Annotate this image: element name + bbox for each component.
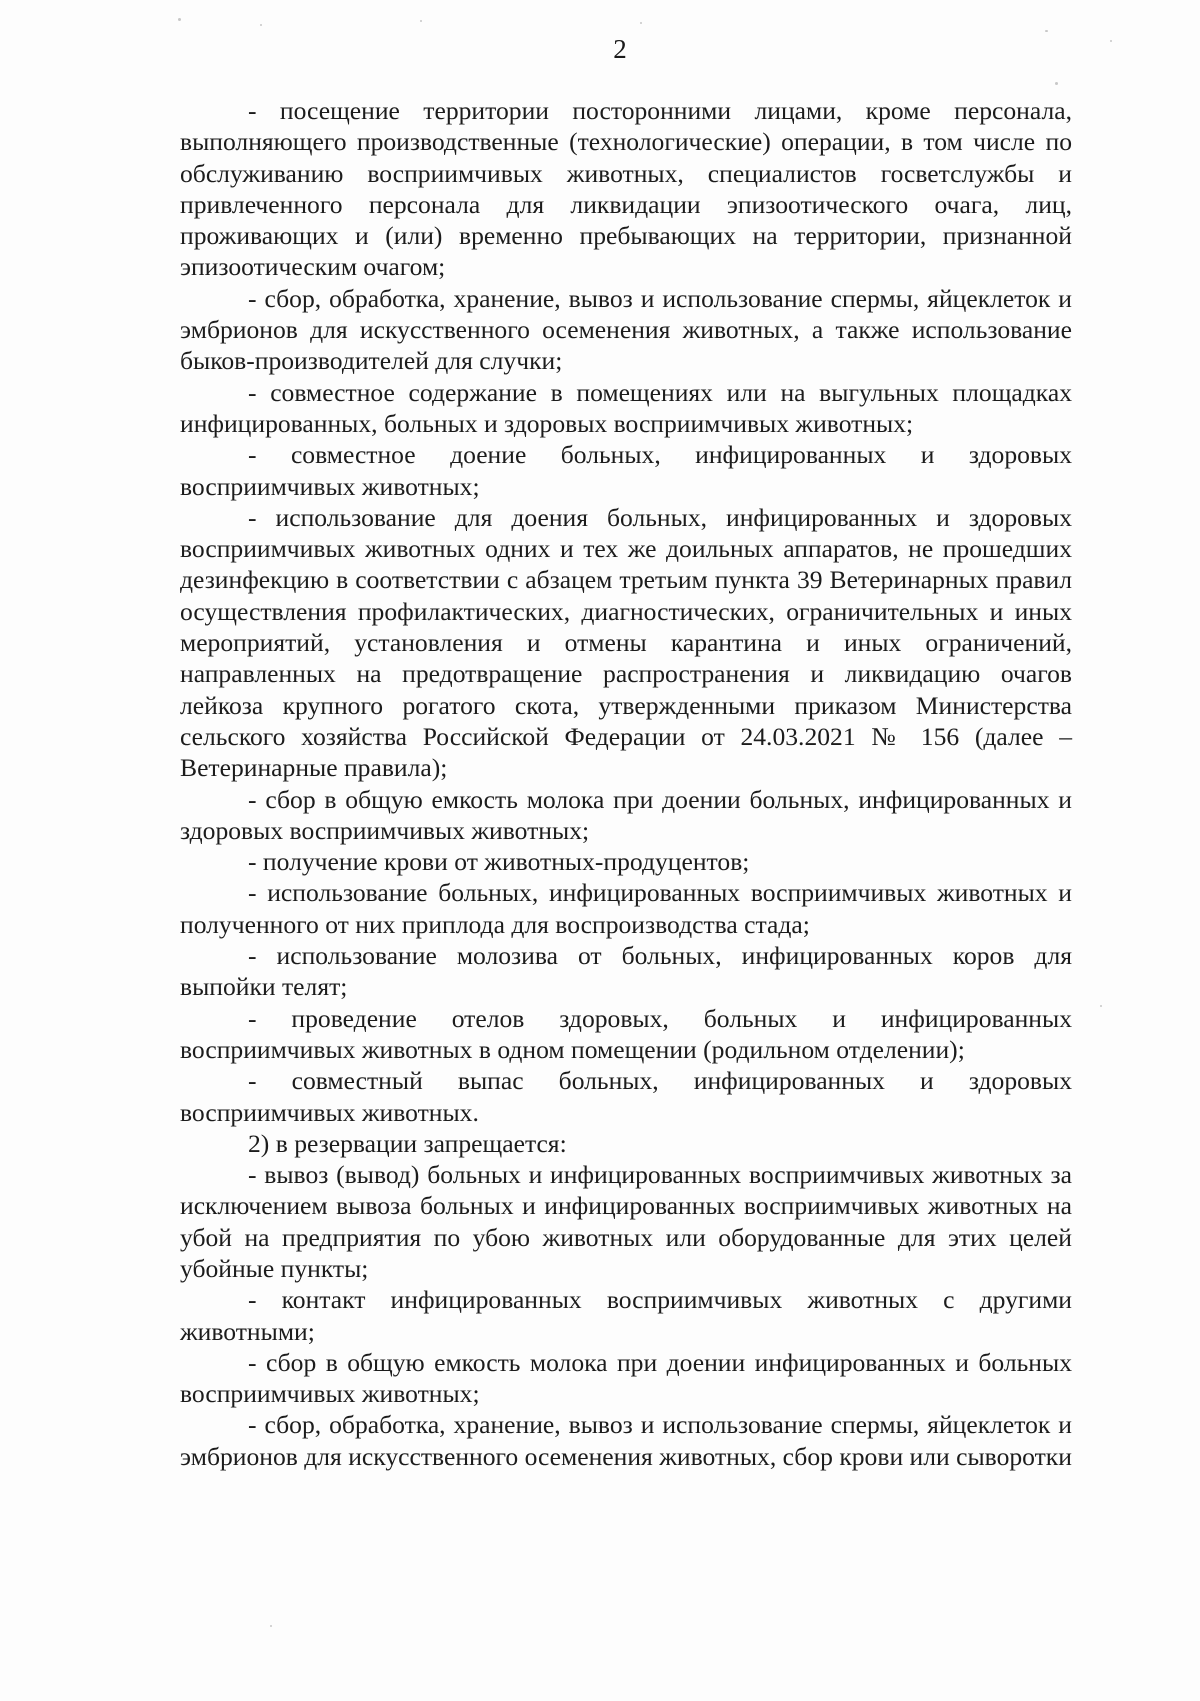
- scan-noise: [420, 20, 422, 22]
- scan-noise: [178, 18, 181, 21]
- scan-noise: [1055, 82, 1058, 85]
- paragraph: - совместное содержание в помещениях или на выгульных площадках инфицированных, больных и здоровых восприимчивых животных;: [180, 377, 1072, 438]
- paragraph: - использование больных, инфицированных восприимчивых животных и полученного от них приплода для воспроизводства стада;: [180, 878, 1072, 939]
- page-number: 2: [613, 34, 627, 64]
- scan-noise: [1045, 30, 1048, 32]
- paragraph: - совместное доение больных, инфицированных и здоровых восприимчивых животных;: [180, 440, 1072, 501]
- paragraph: - получение крови от животных-продуцентов;: [248, 847, 750, 877]
- paragraph: - проведение отелов здоровых, больных и инфицированных восприимчивых животных в одном помещении (родильном отделении);: [180, 1003, 1072, 1064]
- scan-noise: [270, 1625, 272, 1627]
- paragraph: - сбор, обработка, хранение, вывоз и использование спермы, яйцеклеток и эмбрионов для искусственного осеменения животных, а также использование быков-производителей для случки;: [180, 283, 1072, 376]
- scan-noise: [1100, 1005, 1102, 1007]
- paragraph: - сбор в общую емкость молока при доении инфицированных и больных восприимчивых животных;: [180, 1347, 1072, 1409]
- paragraph: - посещение территории посторонними лицами, кроме персонала, выполняющего производственные (технологические) операции, в том числе по обслуживанию восприимчивых животных, специалистов госветслужбы и привлеченного персонала для ликвидации эпизоотического очага, лиц, проживающих и (или) временно пребывающих на территории, признанной эпизоотическим очагом;: [180, 96, 1072, 282]
- scan-noise: [640, 22, 642, 24]
- paragraph: - использование для доения больных, инфицированных и здоровых восприимчивых животных одних и тех же доильных аппаратов, не прошедших дезинфекцию в соответствии с абзацем третьим пункта 39 Ветеринарных правил осуществления профилактических, диагностических, ограничительных и иных мероприятий, установления и отмены карантина и иных ограничений, направленных на предотвращение распространения и ликвидацию очагов лейкоза крупного рогатого скота, утвержденными приказом Министерства сельского хозяйства Российской Федерации от 24.03.2021 № 156 (далее – Ветеринарные правила);: [180, 502, 1072, 783]
- paragraph: - использование молозива от больных, инфицированных коров для выпойки телят;: [180, 941, 1072, 1002]
- scan-noise: [260, 24, 262, 26]
- paragraph: - контакт инфицированных восприимчивых животных с другими животными;: [180, 1285, 1072, 1346]
- paragraph: - сбор, обработка, хранение, вывоз и использование спермы, яйцеклеток и эмбрионов для искусственного осеменения животных, сбор крови или сыворотки: [180, 1410, 1072, 1471]
- paragraph: 2) в резервации запрещается:: [248, 1128, 567, 1158]
- paragraph: - совместный выпас больных, инфицированных и здоровых восприимчивых животных.: [180, 1066, 1072, 1127]
- document-body: [180, 95, 1072, 1472]
- paragraph: - вывоз (вывод) больных и инфицированных восприимчивых животных за исключением вывоза больных и инфицированных восприимчивых животных на убой на предприятия по убою животных или оборудованные для этих целей убойные пункты;: [180, 1160, 1072, 1283]
- paragraph: - сбор в общую емкость молока при доении больных, инфицированных и здоровых восприимчивых животных;: [180, 784, 1072, 845]
